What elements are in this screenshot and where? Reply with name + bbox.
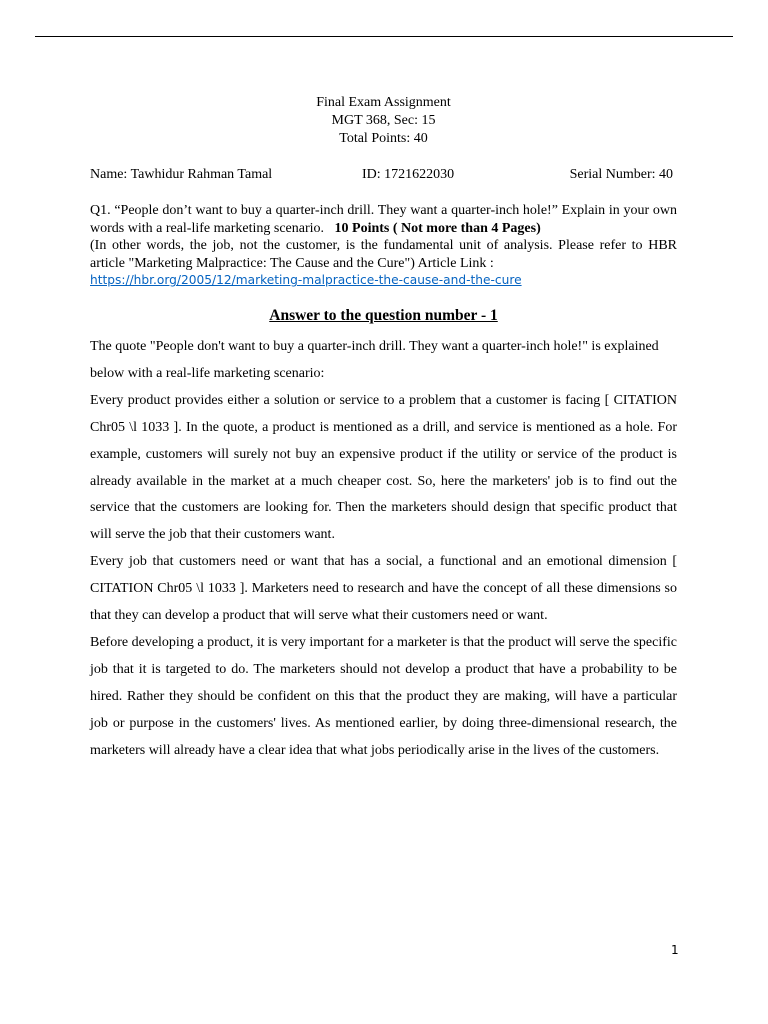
document-header [90, 94, 677, 148]
answer-heading: Answer to the question number - 1 [269, 306, 498, 324]
header-rule [35, 36, 733, 37]
assignment-title: Final Exam Assignment [316, 95, 451, 110]
course-info: MGT 368, Sec: 15 [331, 113, 436, 128]
serial-number: Serial Number: 40 [569, 167, 673, 182]
answer-paragraph-4: Before developing a product, it is very important for a marketer is that the product will serve the specific job that it is targeted to do. The marketers should not develop a product that have a probability to be hired. Rather they should be confident on this that the product they are making, will have a particular job or purpose in the customers' lives. As mentioned earlier, by doing three-dimensional research, the marketers will already have a clear idea that what jobs periodically arise in the lives of the customers. [90, 634, 677, 758]
answer-paragraph-3: Every job that customers need or want that has a social, a functional and an emotional dimension [ CITATION Chr05 \l 1033 ]. Marketers need to research and have the concept of all these dimensions so that they can develop a product that will serve what their customers need or want. [90, 554, 677, 624]
student-id: ID: 1721622030 [362, 167, 455, 182]
student-name: Name: Tawhidur Rahman Tamal [90, 167, 273, 182]
question-note: (In other words, the job, not the customer, is the fundamental unit of analysis. Please refer to HBR article "Marketing Malpractice: The Cause and the Cure") Article Link : [90, 238, 677, 271]
question-text: Q1. “People don’t want to buy a quarter-inch drill. They want a quarter-inch hole!” Explain in your own words with a real-life marketing scenario. [90, 203, 677, 236]
document-page [90, 94, 677, 764]
total-points: Total Points: 40 [339, 131, 428, 146]
student-info [90, 166, 677, 184]
answer-body [90, 334, 677, 765]
question-points: 10 Points ( Not more than 4 Pages) [334, 220, 541, 236]
page-number: 1 [671, 943, 679, 957]
article-link[interactable]: https://hbr.org/2005/12/marketing-malpractice-the-cause-and-the-cure [90, 273, 522, 288]
answer-paragraph-1: The quote "People don't want to buy a quarter-inch drill. They want a quarter-inch hole!" is explained below with a real-life marketing scenario: [90, 338, 659, 381]
answer-paragraph-2: Every product provides either a solution or service to a problem that a customer is facing [ CITATION Chr05 \l 1033 ]. In the quote, a product is mentioned as a drill, and service is mentioned as a hole. For example, customers will surely not buy an expensive product if the utility or service of the product is already available in the market at a much cheaper cost. So, here the marketers' job is to find out the service that the customers are looking for. Then the marketers should design that specific product that will serve the job that their customers want. [90, 392, 677, 543]
question-block [90, 202, 677, 290]
